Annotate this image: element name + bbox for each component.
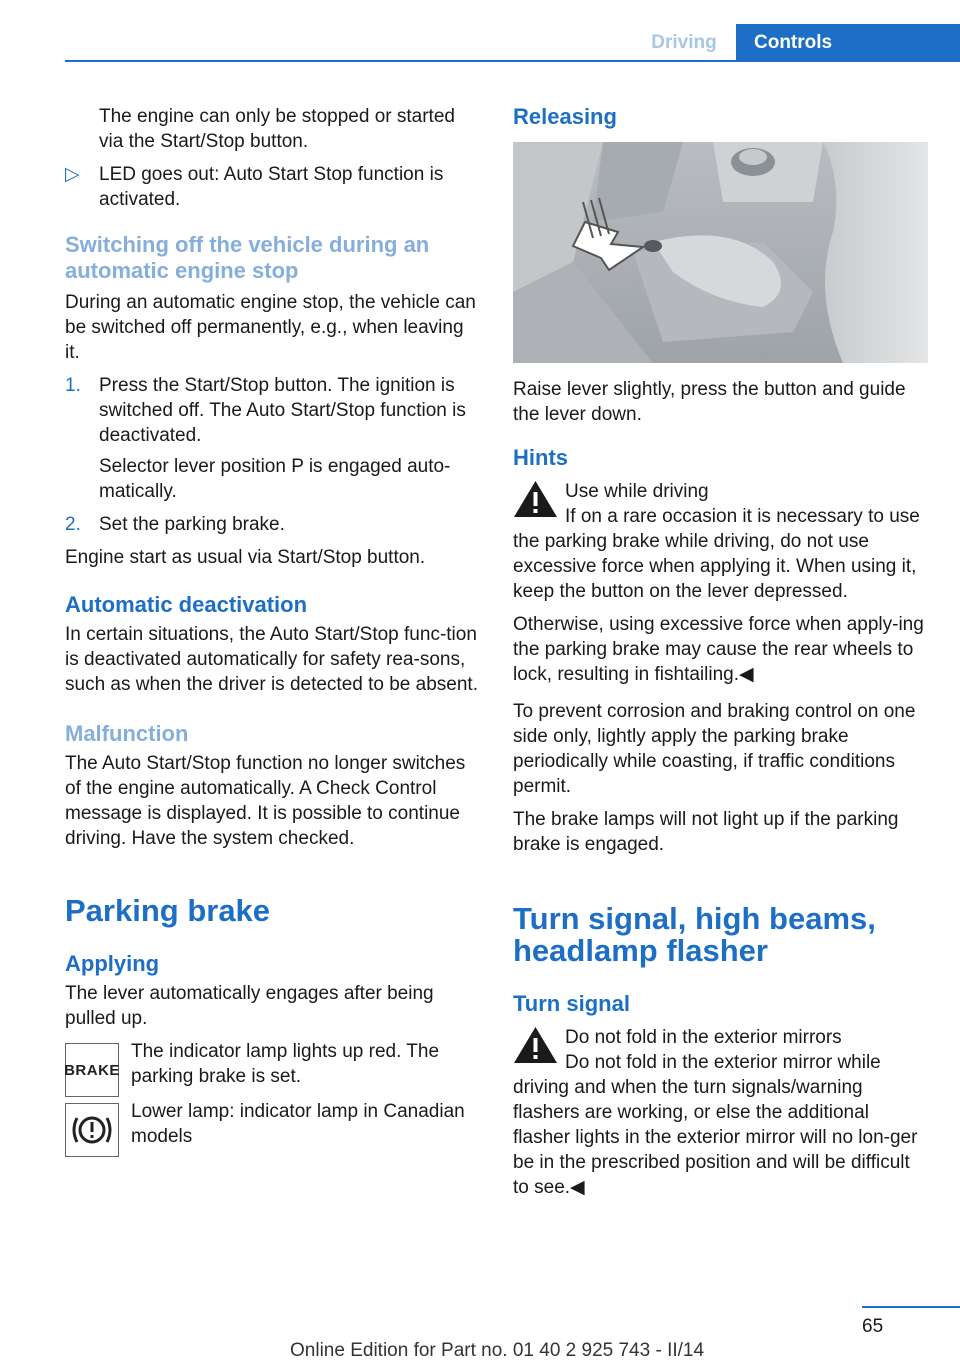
warning-title: Do not fold in the exterior mirrors: [565, 1027, 842, 1048]
heading-releasing: Releasing: [513, 104, 617, 129]
heading-switching-off: Switching off the vehicle during an automatic engine stop: [65, 232, 430, 283]
warning-triangle-icon: [513, 479, 558, 519]
step-number: 2.: [65, 514, 81, 535]
automatic-deactivation-text: In certain situations, the Auto Start/Stop func‐tion is deactivated automatically for safety rea‐sons, such as when the driver is detected to be absent.: [65, 624, 478, 695]
led-bullet: [65, 162, 481, 212]
applying-text: The lever automatically engages after being pulled up.: [65, 983, 434, 1029]
brake-indicator-icon: [65, 1043, 119, 1097]
brake-indicator-text: The indicator lamp lights up red. The parking brake is set.: [131, 1041, 440, 1087]
footer-rule: [862, 1306, 960, 1308]
canadian-brake-indicator-icon: [65, 1103, 119, 1157]
otherwise-text: Otherwise, using excessive force when apply‐ing the parking brake may cause the rear wheels to lock, resulting in fishtailing.◀: [513, 614, 924, 685]
header-rule: [65, 60, 960, 62]
heading-turn-signal-section: Turn signal, high beams, headlamp flasher: [513, 901, 876, 968]
brake-lamps-text: The brake lamps will not light up if the parking brake is engaged.: [513, 809, 899, 855]
circle-exclamation-icon: [70, 1112, 114, 1148]
canadian-indicator-text: Lower lamp: indicator lamp in Canadian models: [131, 1101, 465, 1147]
step-2-text: Set the parking brake.: [99, 514, 285, 535]
heading-hints: Hints: [513, 445, 568, 470]
releasing-text: Raise lever slightly, press the button and guide the lever down.: [513, 379, 906, 425]
right-column: [513, 104, 928, 1200]
left-column: [65, 104, 481, 1159]
led-bullet-text: LED goes out: Auto Start Stop function is activated.: [99, 164, 444, 210]
header-chapter: Controls: [736, 24, 960, 62]
page-number: 65: [862, 1316, 884, 1337]
switching-off-text: During an automatic engine stop, the vehicle can be switched off permanently, e.g., when leaving it.: [65, 292, 476, 363]
step-1-subtext: Selector lever position P is engaged auto‐matically.: [99, 456, 451, 502]
heading-automatic-deactivation: Automatic deactivation: [65, 592, 308, 617]
header-section: Driving: [651, 32, 717, 53]
brake-indicator-lamp: [65, 1039, 481, 1095]
warning-triangle-icon: [513, 1025, 558, 1065]
step-2: [65, 512, 481, 537]
brake-indicator-label: BRAKE: [64, 1061, 120, 1079]
corrosion-text: To prevent corrosion and braking control on one side only, lightly apply the parking brake periodically while coasting, if traffic conditions permit.: [513, 701, 916, 797]
heading-parking-brake: Parking brake: [65, 893, 271, 928]
bullet-triangle-icon: ▷: [65, 164, 80, 185]
footer-edition: Online Edition for Part no. 01 40 2 925 743 - II/14: [290, 1340, 705, 1361]
parking-brake-photo: [513, 142, 928, 363]
step-1: [65, 373, 481, 504]
step-number: 1.: [65, 375, 81, 396]
step-1-text: Press the Start/Stop button. The ignition is switched off. The Auto Start/Stop function is deactivated.: [99, 375, 466, 446]
warning-use-while-driving: [513, 479, 928, 504]
malfunction-text: The Auto Start/Stop function no longer switches of the engine automatically. A Check Control message is displayed. It is possible to continue driving. Have the system checked.: [65, 753, 466, 849]
warning-body: Do not fold in the exterior mirror while driving and when the turn signals/warning flashers are working, or else the additional flasher lights in the exterior mirror will no lon‐ger be in the prescribed position and will be difficult to see.◀: [513, 1052, 918, 1198]
intro-text: The engine can only be stopped or started via the Start/Stop button.: [99, 106, 455, 152]
engine-start-text: Engine start as usual via Start/Stop button.: [65, 547, 426, 568]
heading-turn-signal: Turn signal: [513, 991, 630, 1016]
warning-exterior-mirrors: [513, 1025, 928, 1050]
heading-applying: Applying: [65, 951, 160, 976]
warning-title: Use while driving: [565, 481, 709, 502]
heading-malfunction: Malfunction: [65, 721, 189, 746]
canadian-indicator-lamp: [65, 1099, 481, 1155]
warning-body: If on a rare occasion it is necessary to use the parking brake while driving, do not use excessive force when applying it. When using it, keep the button on the lever depressed.: [513, 506, 920, 602]
